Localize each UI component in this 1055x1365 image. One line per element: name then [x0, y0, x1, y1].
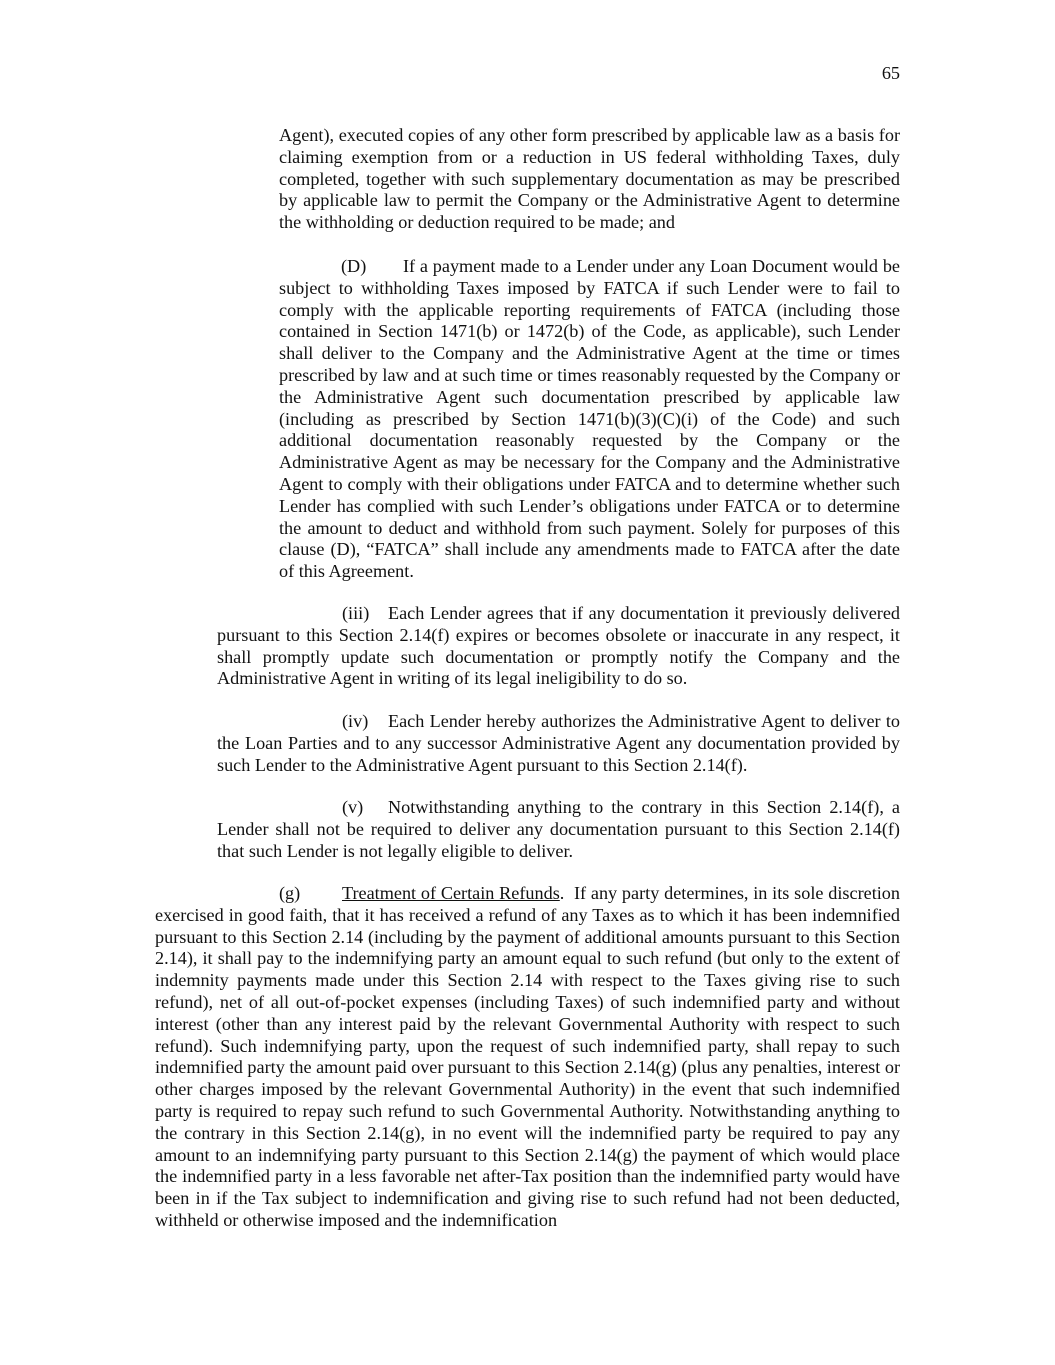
paragraph-clause-v [217, 797, 900, 862]
clause-g-heading-punct: . [559, 883, 565, 903]
paragraph-clause-iv [217, 711, 900, 776]
paragraph-clause-d [279, 256, 900, 583]
paragraph-clause-iii [217, 603, 900, 690]
clause-d-text: If a payment made to a Lender under any Loan Document would be subject to withholding Taxes imposed by FATCA if such Lender were to fail to comply with the applicable reporting requirements of FATCA (including those contained in Section 1471(b) or 1472(b) of the Code, as applicable), such Lender shall deliver to the Company and the Administrative Agent at the time or times prescribed by law and at such time or times reasonably requested by the Company or the Administrative Agent such documentation prescribed by applicable law (including as prescribed by Section 1471(b)(3)(C)(i) of the Code) and such additional documentation reasonably requested by the Company or the Administrative Agent as may be necessary for the Company and the Administrative Agent to comply with their obligations under FATCA and to determine whether such Lender has complied with such Lender’s obligations under FATCA or to determine the amount to deduct and withhold from such payment. Solely for purposes of this clause (D), “FATCA” shall include any amendments made to FATCA after the date of this Agreement. [279, 256, 900, 582]
clause-g-marker: (g) [279, 883, 301, 903]
clause-v-text: Notwithstanding anything to the contrary in this Section 2.14(f), a Lender shall not be required to deliver any documentation pursuant to this Section 2.14(f) that such Lender is not legally eligible to deliver. [217, 797, 900, 861]
clause-iv-text: Each Lender hereby authorizes the Administrative Agent to deliver to the Loan Parties and to any successor Administrative Agent any documentation provided by such Lender to the Administrative Agent pursuant to this Section 2.14(f). [217, 711, 900, 775]
clause-iii-text: Each Lender agrees that if any documentation it previously delivered pursuant to this Section 2.14(f) expires or becomes obsolete or inaccurate in any respect, it shall promptly update such documentation or promptly notify the Company and the Administrative Agent in writing of its legal ineligibility to do so. [217, 603, 900, 689]
clause-g-text: If any party determines, in its sole discretion exercised in good faith, that it has received a refund of any Taxes as to which it has been indemnified pursuant to this Section 2.14 (including by the payment of additional amounts pursuant to this Section 2.14), it shall pay to the indemnifying party an amount equal to such refund (but only to the extent of indemnity payments made under this Section 2.14 with respect to the Taxes giving rise to such refund), net of all out-of-pocket expenses (including Taxes) of such indemnified party and without interest (other than any interest paid by the relevant Governmental Authority with respect to such refund). Such indemnifying party, upon the request of such indemnified party, shall repay to such indemnified party the amount paid over pursuant to this Section 2.14(g) (plus any penalties, interest or other charges imposed by the relevant Governmental Authority) in the event that such indemnified party is required to repay such refund to such Governmental Authority. Notwithstanding anything to the contrary in this Section 2.14(g), in no event will the indemnified party be required to pay any amount to an indemnifying party pursuant to this Section 2.14(g) the payment of which would place the indemnified party in a less favorable net after-Tax position than the indemnified party would have been in if the Tax subject to indemnification and giving rise to such refund had not been deducted, withheld or otherwise imposed and the indemnification [155, 883, 901, 1230]
page-number: 65 [881, 63, 900, 83]
paragraph-continuation: Agent), executed copies of any other form prescribed by applicable law as a basis for claiming exemption from or a reduction in US federal withholding Taxes, duly completed, together with such supplementary documentation as may be prescribed by applicable law to permit the Company or the Administrative Agent to determine the withholding or deduction required to be made; and [279, 125, 900, 233]
clause-iii-marker: (iii) [342, 603, 370, 623]
clause-g-heading: Treatment of Certain Refunds [342, 883, 560, 903]
clause-iv-marker: (iv) [342, 711, 369, 731]
clause-d-marker: (D) [341, 256, 367, 276]
clause-v-marker: (v) [342, 797, 364, 817]
paragraph-clause-g [155, 883, 900, 1232]
